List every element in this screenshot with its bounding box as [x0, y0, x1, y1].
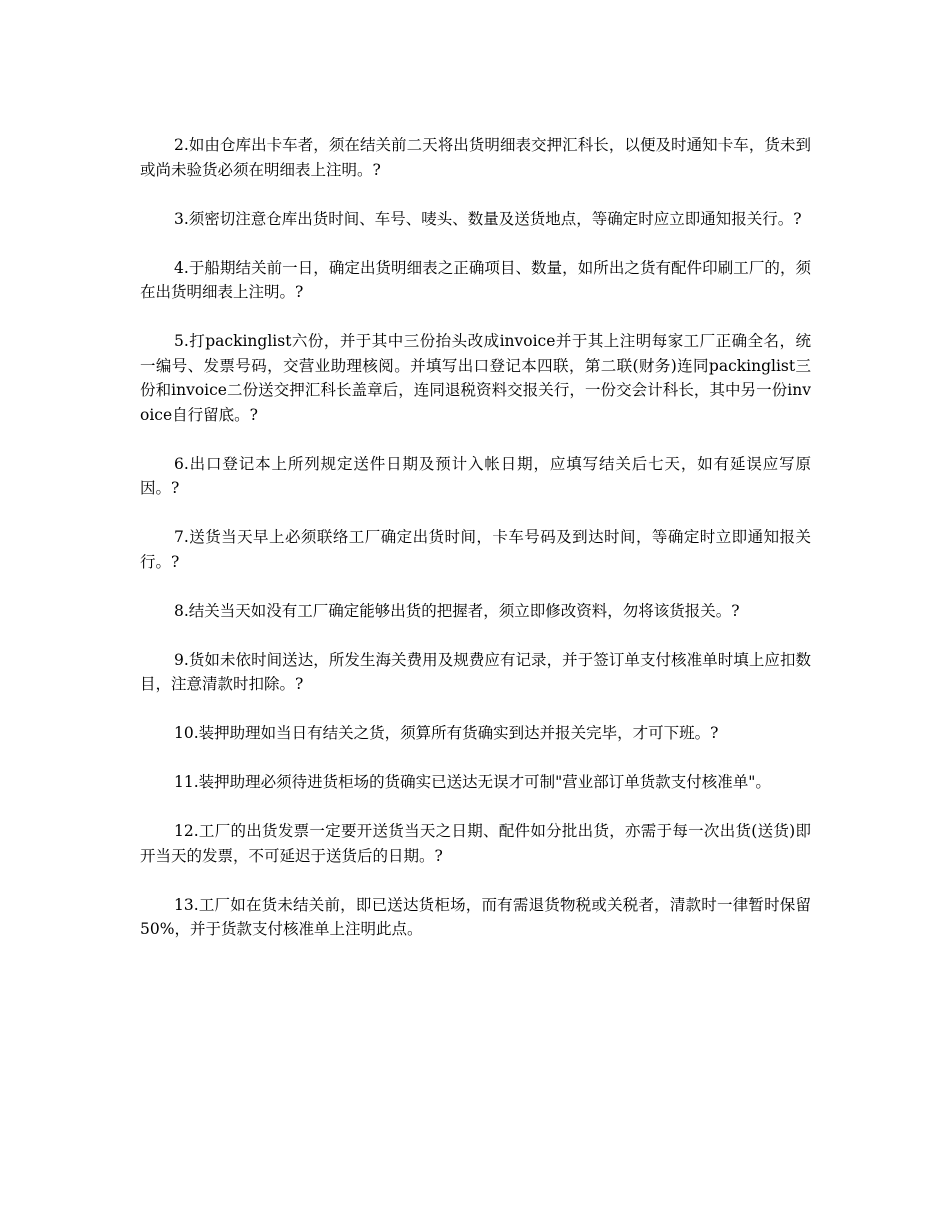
paragraph-item-9: 9.货如未依时间送达，所发生海关费用及规费应有记录，并于签订单支付核准单时填上应扣数目，注意清款时扣除。?: [140, 650, 811, 693]
paragraph-item-5: 5.打packinglist六份，并于其中三份抬头改成invoice并于其上注明每家工厂正确全名，统一编号、发票号码，交营业助理核阅。并填写出口登记本四联，第二联(财务)连同packinglist三份和invoice二份送交押汇科长盖章后，连同退税资料交报关行，一份交会计科长，其中另一份invoice自行留底。?: [140, 332, 811, 424]
paragraph-item-6: 6.出口登记本上所列规定送件日期及预计入帐日期，应填写结关后七天，如有延误应写原因。?: [140, 454, 811, 497]
paragraph-item-2: 2.如由仓库出卡车者，须在结关前二天将出货明细表交押汇科长，以便及时通知卡车，货未到或尚未验货必须在明细表上注明。?: [140, 136, 811, 179]
paragraph-item-4: 4.于船期结关前一日，确定出货明细表之正确项目、数量，如所出之货有配件印刷工厂的，须在出货明细表上注明。?: [140, 258, 811, 301]
document-body: [140, 133, 811, 966]
paragraph-item-12: 12.工厂的出货发票一定要开送货当天之日期、配件如分批出货，亦需于每一次出货(送货)即开当天的发票，不可延迟于送货后的日期。?: [140, 822, 811, 865]
paragraph-item-10: 10.装押助理如当日有结关之货，须算所有货确实到达并报关完毕，才可下班。?: [174, 724, 719, 742]
paragraph-item-13: 13.工厂如在货未结关前，即已送达货柜场，而有需退货物税或关税者，清款时一律暂时保留50%，并于货款支付核准单上注明此点。: [140, 895, 811, 938]
paragraph-item-7: 7.送货当天早上必须联络工厂确定出货时间，卡车号码及到达时间，等确定时立即通知报关行。?: [140, 528, 811, 571]
paragraph-item-8: 8.结关当天如没有工厂确定能够出货的把握者，须立即修改资料，勿将该货报关。?: [174, 601, 740, 620]
paragraph-item-3: 3.须密切注意仓库出货时间、车号、唛头、数量及送货地点，等确定时应立即通知报关行。?: [174, 209, 802, 228]
paragraph-item-11: 11.装押助理必须待进货柜场的货确实已送达无误才可制"营业部订单货款支付核准单"。: [174, 773, 771, 791]
